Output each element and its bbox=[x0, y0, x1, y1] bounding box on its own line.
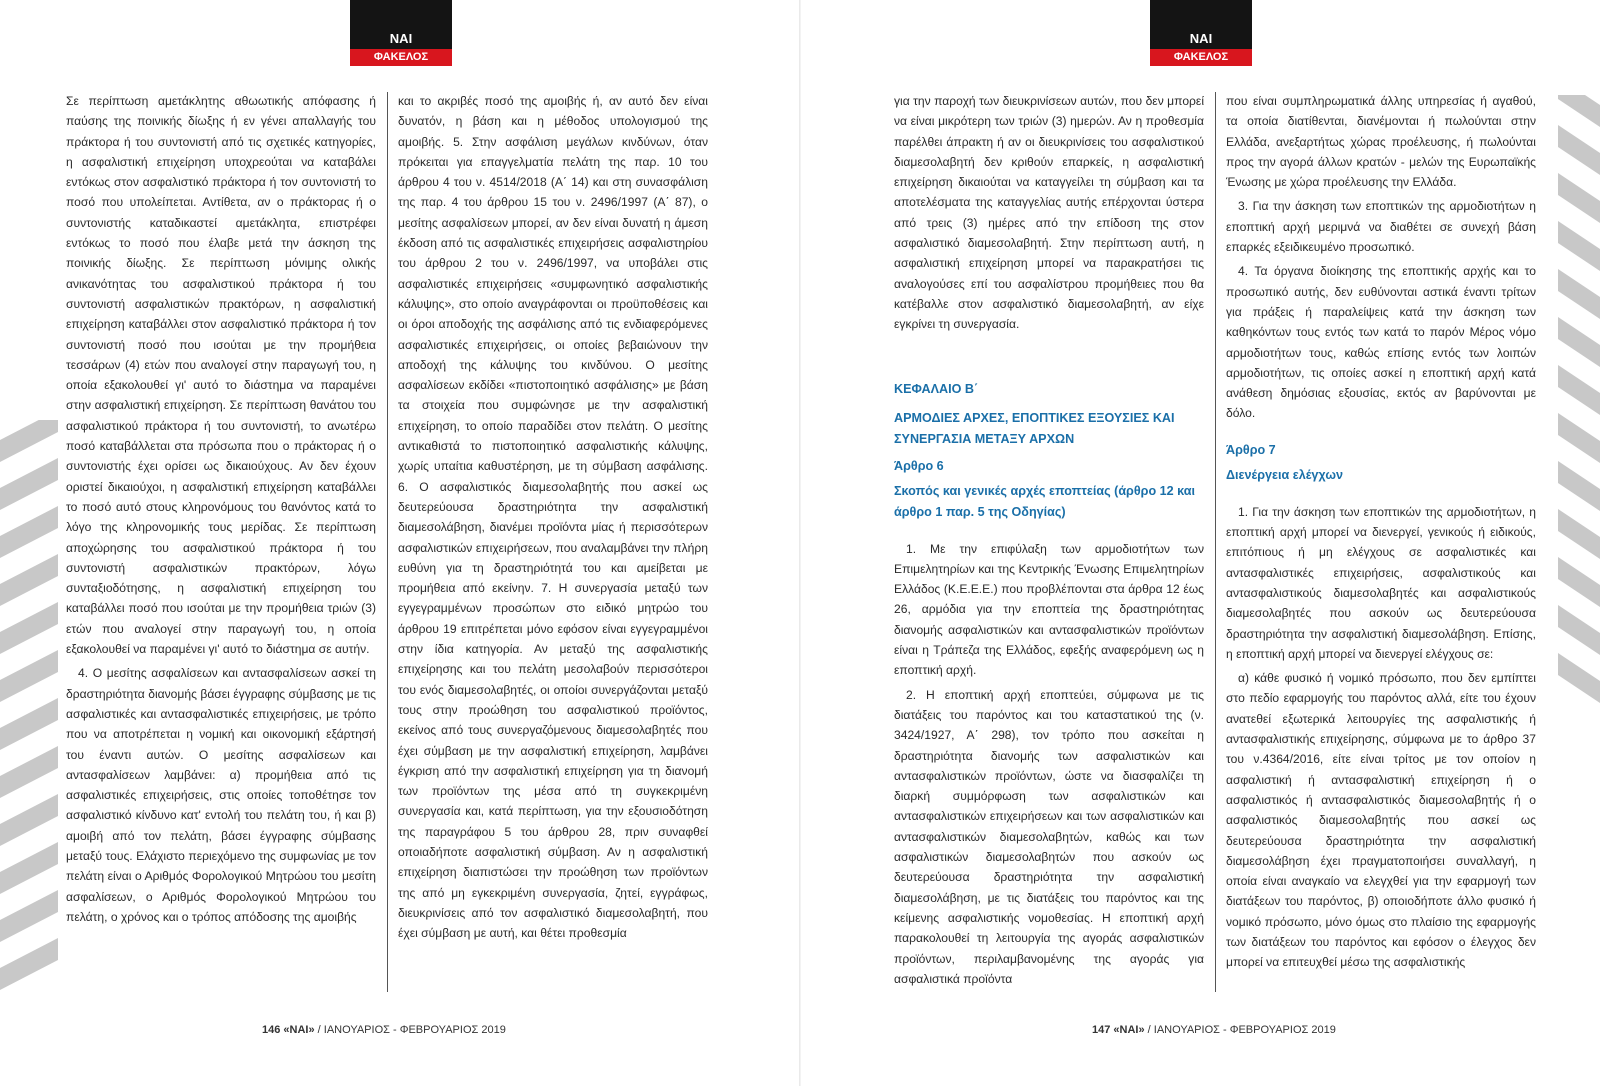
page-footer bbox=[1092, 1024, 1336, 1036]
paragraph: για την παροχή των διευκρινίσεων αυτών, που δεν μπορεί να είναι μικρότερη των τριών (3) ημερών. Αν η προθεσμία παρέλθει άπρακτη ή αν οι διευκρινίσεις του ασφαλιστικού διαμεσολαβητή δεν κριθούν επαρκείς, η ασφαλιστική επιχείρηση δικαιούται να καταγγείλει τη σύμβαση και τα αποτελέσματα της καταγγελίας αυτής επέρχονται ύστερα από τρεις (3) ημέρες από την επίδοση της στον ασφαλιστικό διαμεσολαβητή. Στην περίπτωση αυτή, η ασφαλιστική επιχείρηση μπορεί να παρακρατήσει τις αναλογούσες επί του ασφαλίστρου προμήθειες που θα κατέβαλλε στον ασφαλιστικό διαμεσολαβητή, αν είχε εγκρίνει τη συνεργασία. bbox=[894, 94, 1204, 332]
paragraph: 3. Για την άσκηση των εποπτικών της αρμοδιοτήτων η εποπτική αρχή μεριμνά να διαθέτει σε συνεχή βάση επαρκές εξειδικευμένο προσωπικό. bbox=[1226, 199, 1536, 255]
page-number: 146 bbox=[262, 1024, 281, 1036]
section-tab bbox=[1150, 0, 1252, 68]
paragraph: 2. Η εποπτική αρχή εποπτεύει, σύμφωνα με τις διατάξεις του παρόντος και του καταστατικού της (ν. 3424/1927, Α΄ 298), τον τρόπο που ασκείται η δραστηριότητα διανομής των ασφαλιστικών και αντασφαλιστικών προϊόντων, ώστε να διασφαλίζει τη διαρκή συμμόρφωση των ασφαλιστικών και αντασφαλιστικών επιχειρήσεων και των ασφαλιστικών και αντασφαλιστικών διαμεσολαβητών, καθώς και των ασφαλιστικών διαμεσολαβητών που ασκούν ως δευτερεύουσα δραστηριότητα την ασφαλιστική διαμεσολάβηση, με τις διατάξεις του παρόντος και της κείμενης ασφαλιστικής νομοθεσίας. Η εποπτική αρχή παρακολουθεί τη λειτουργία της αγοράς ασφαλιστικών προϊόντων, περιλαμβανομένης της αγοράς για ασφαλιστικά προϊόντα bbox=[894, 687, 1204, 986]
column-rule bbox=[387, 92, 388, 992]
paragraph: 4. Τα όργανα διοίκησης της εποπτικής αρχής και το προσωπικό αυτής, δεν ευθύνονται αστικά έναντι τρίτων για πράξεις ή παραλείψεις κατά την άσκηση των καθηκόντων τους εντός των κατά το παρόν Μέρος νόμο αρμοδιοτήτων τους, καθώς επίσης εντός των λοιπών αρμοδιοτήτων, τις οποίες ασκεί η εποπτική αρχή κατά ανάθεση δημόσιας εξουσίας, εκτός αν βαρύνονται με δόλο. bbox=[1226, 264, 1536, 421]
article-heading: Άρθρο 7 bbox=[1226, 442, 1276, 457]
decorative-stripes-right bbox=[1558, 95, 1600, 705]
paragraph: Σε περίπτωση αμετάκλητης αθωωτικής απόφασης ή παύσης της ποινικής δίωξης ή εν γένει απαλλαγής του πράκτορα ή του συντονιστή από τις σχετικές κατηγορίες, η ασφαλιστική επιχείρηση υποχρεούται να καταβάλει εντόκως στον ασφαλιστικό πράκτορα ή τον συντονιστή το ποσό που υπολείπεται. Αντίθετα, αν ο πράκτορας ή ο συντονιστής καταδικαστεί αμετάκλητα, επιστρέφει εντόκως το ποσό που έλαβε μετά την άσκηση της ποινικής δίωξης. Σε περίπτωση μόνιμης ολικής ανικανότητας του ασφαλιστικού πράκτορα ή του συντονιστή ασφαλιστικών πρακτόρων, η ασφαλιστική επιχείρηση καταβάλλει στον ασφαλιστικό πράκτορα ή τον συντονιστή ποσό που ισούται με την προμήθεια τεσσάρων (4) ετών που αναλογεί στην παραγωγή του, η οποία εξακολουθεί γι' αυτό το διάστημα να παραμένει στην ασφαλιστική επιχείρηση. Σε περίπτωση θανάτου του ασφαλιστικού πράκτορα ή του συντονιστή, το ανωτέρω ποσό καταβάλλεται στα πρόσωπα που ο πράκτορας ή ο συντονιστής έχει ορίσει ως δικαιούχους. Αν δεν έχουν οριστεί δικαιούχοι, η ασφαλιστική επιχείρηση καταβάλλει το ποσό αυτό στους κληρονόμους του θανόντος κατά το λόγο της κληρονομικής τους μερίδας. Σε περίπτωση αποχώρησης του ασφαλιστικού πράκτορα ή του συντονιστή ασφαλιστικών πρακτόρων, λόγω συνταξιοδότησης, η ασφαλιστική επιχείρηση του καταβάλλει ποσό που ισούται με την προμήθεια τριών (3) ετών που αναλογεί στην παραγωγή του, η οποία εξακολουθεί να παραμένει γι' αυτό το διάστημα σε αυτήν. bbox=[66, 94, 376, 657]
paragraph: 4. Ο μεσίτης ασφαλίσεων και αντασφαλίσεων ασκεί τη δραστηριότητα διανομής βάσει έγγραφης σύμβασης με τις ασφαλιστικές και αντασφαλιστικές επιχειρήσεις, με τρόπο που να αποτρέπεται η νομική και οικονομική εξάρτησή του έναντι αυτών. Ο μεσίτης ασφαλίσεων και αντασφαλίσεων λαμβάνει: α) προμήθεια από τις ασφαλιστικές επιχειρήσεις, στις οποίες τοποθέτησε τον ασφαλιστικό κίνδυνο κατ' εντολή του πελάτη του, ή και β) αμοιβή από τον πελάτη, βάσει έγγραφης σύμβασης μεταξύ τους. Ελάχιστο περιεχόμενο της συμφωνίας με τον πελάτη είναι ο Αριθμός Φορολογικού Μητρώου του μεσίτη ασφαλίσεων, ο Αριθμός Φορολογικού Μητρώου του πελάτη, ο χρόνος και ο τρόπος απόδοσης της αμοιβής bbox=[66, 666, 376, 924]
page-number: 147 bbox=[1092, 1024, 1111, 1036]
issue-label: / ΙΑΝΟΥΑΡΙΟΣ - ΦΕΒΡΟΥΑΡΙΟΣ 2019 bbox=[1144, 1024, 1336, 1036]
chapter-title: ΑΡΜΟΔΙΕΣ ΑΡΧΕΣ, ΕΠΟΠΤΙΚΕΣ ΕΞΟΥΣΙΕΣ ΚΑΙ ΣΥΝΕΡΓΑΣΙΑ ΜΕΤΑΞΥ ΑΡΧΩΝ bbox=[894, 410, 1175, 446]
text-column-1 bbox=[66, 91, 376, 927]
text-column-3 bbox=[894, 91, 1204, 989]
decorative-stripes-left bbox=[0, 420, 58, 1020]
text-column-4 bbox=[1226, 91, 1536, 973]
paragraph: και το ακριβές ποσό της αμοιβής ή, αν αυτό δεν είναι δυνατόν, η βάση και η μέθοδος υπολογισμού της αμοιβής. 5. Στην ασφάλιση μεγάλων κινδύνων, όταν πρόκειται για επαγγελματία πελάτη της παρ. 10 του άρθρου 4 του ν. 4514/2018 (Α΄ 14) και στη συνασφάλιση της παρ. 4 του άρθρου 15 του ν. 2496/1997 (Α΄ 87), ο μεσίτης ασφαλίσεων μπορεί, αν δεν είναι δυνατή η άμεση έκδοση από τις ασφαλιστικές επιχειρήσεις ασφαλιστηρίου του άρθρου 2 του ν. 2496/1997, να υποβάλει στις ασφαλιστικές επιχειρήσεις «συμφωνητικό ασφαλιστικής κάλυψης», στο οποίο αναγράφονται οι προϋποθέσεις και οι όροι αποδοχής της ασφάλισης από τις ενδιαφερόμενες ασφαλιστικές επιχειρήσεις, οι οποίες βεβαιώνουν την αποδοχή της κάλυψης του κινδύνου. Ο μεσίτης ασφαλίσεων εκδίδει «πιστοποιητικό ασφάλισης» με βάση τα στοιχεία που συμφώνησε με την ασφαλιστική επιχείρηση, το οποίο παραδίδει στον πελάτη. Ο μεσίτης αντικαθιστά το πιστοποιητικό ασφαλιστικής κάλυψης, χωρίς υπαίτια καθυστέρηση, με τη σύμβαση ασφάλισης. 6. Ο ασφαλιστικός διαμεσολαβητής που ασκεί ως δευτερεύουσα δραστηριότητα την ασφαλιστική διαμεσολάβηση, διανέμει προϊόντα μίας ή περισσότερων ασφαλιστικών επιχειρήσεων, που αναλαμβάνει την πλήρη ευθύνη για τη δραστηριότητά του και αμείβεται με προμήθεια από εκείνην. 7. Η συνεργασία μεταξύ των εγγεγραμμένων προσώπων στο ειδικό μητρώο του άρθρου 19 επιτρέπεται μόνο εφόσον είναι εγγεγραμμένοι στην ίδια κατηγορία. Αν μεταξύ της ασφαλιστικής επιχείρησης και του πελάτη μεσολαβούν περισσότεροι του ενός διαμεσολαβητές, οι οποίοι συνεργάζονται μεταξύ τους στην προώθηση του ασφαλιστικού προϊόντος, εκείνος από τους συνεργαζόμενους διαμεσολαβητές που έχει σύμβαση με την ασφαλιστική επιχείρηση, λαμβάνει έγκριση από την ασφαλιστική επιχείρηση για τη διανομή των προϊόντων της μέσα από τη συγκεκριμένη συνεργασία και, κατά περίπτωση, για την εξουσιοδότηση της παραγράφου 5 του άρθρου 28, πριν συναφθεί οποιαδήποτε ασφαλιστική σύμβαση. Αν η ασφαλιστική επιχείρηση διαπιστώσει την προώθηση των προϊόντων της από μη εγκεκριμένη συνεργασία, ζητεί, εγγράφως, διευκρινίσεις από τον ασφαλιστικό διαμεσολαβητή, που έχει σύμβαση με αυτή, και θέτει προθεσμία bbox=[398, 94, 708, 941]
section-tab bbox=[350, 0, 452, 68]
paragraph: που είναι συμπληρωματικά άλλης υπηρεσίας ή αγαθού, τα οποία διατίθενται, διανέμονται ή πωλούνται στην Ελλάδα, ανεξαρτήτως χώρας προέλευσης, ή πωλούνται προς την αγορά άλλων κρατών - μελών της Ευρωπαϊκής Ένωσης με χώρα προέλευσης την Ελλάδα. bbox=[1226, 94, 1536, 190]
magazine-name: «ΝΑΙ» bbox=[1113, 1024, 1145, 1036]
text-column-2 bbox=[398, 91, 708, 943]
issue-label: / ΙΑΝΟΥΑΡΙΟΣ - ΦΕΒΡΟΥΑΡΙΟΣ 2019 bbox=[314, 1024, 506, 1036]
article-heading: Άρθρο 6 bbox=[894, 458, 944, 473]
article-title: Διενέργεια ελέγχων bbox=[1226, 467, 1344, 482]
section-tab-subtitle: ΦΑΚΕΛΟΣ bbox=[350, 49, 452, 66]
magazine-name: «ΝΑΙ» bbox=[283, 1024, 315, 1036]
section-tab-title: ΝΑΙ bbox=[350, 0, 452, 49]
right-page bbox=[800, 0, 1600, 1086]
column-rule bbox=[1215, 92, 1216, 992]
chapter-heading: ΚΕΦΑΛΑΙΟ Β΄ bbox=[894, 381, 979, 396]
article-title: Σκοπός και γενικές αρχές εποπτείας (άρθρο 12 και άρθρο 1 παρ. 5 της Οδηγίας) bbox=[894, 483, 1195, 519]
paragraph: α) κάθε φυσικό ή νομικό πρόσωπο, που δεν εμπίπτει στο πεδίο εφαρμογής του παρόντος αλλά, είτε του έχουν ανατεθεί εξωτερικά λειτουργίες της ασφαλιστικής ή αντασφαλιστικής επιχείρησης, σύμφωνα με το άρθρο 37 του ν.4364/2016, είτε είναι τρίτος με τον οποίον η ασφαλιστική ή αντασφαλιστική επιχείρηση ή ο ασφαλιστικός ή αντασφαλιστικός διαμεσολαβητής ή ο ασφαλιστικός διαμεσολαβητής που ασκεί ως δευτερεύουσα δραστηριότητα την ασφαλιστική διαμεσολάβηση έχει πραγματοποιήσει συναλλαγή, η οποία είναι αναγκαίο να ελεγχθεί για την εφαρμογή των διατάξεων του παρόντος, β) οποιοδήποτε άλλο φυσικό ή νομικό πρόσωπο, μόνο όμως στο πλαίσιο της εφαρμογής των διατάξεων του παρόντος και εφόσον ο έλεγχος δεν μπορεί να επιτευχθεί μέσω της ασφαλιστικής bbox=[1226, 671, 1536, 970]
paragraph: 1. Με την επιφύλαξη των αρμοδιοτήτων των Επιμελητηρίων και της Κεντρικής Ένωσης Επιμελητηρίων Ελλάδος (Κ.Ε.Ε.Ε.) που προβλέπονται στα άρθρα 12 έως 26, αρμόδια για την εποπτεία της δραστηριότητας διανομής ασφαλιστικών και αντασφαλιστικών προϊόντων είναι η Τράπεζα της Ελλάδος, εφεξής αναφερόμενη ως η εποπτική αρχή. bbox=[894, 541, 1204, 678]
paragraph: 1. Για την άσκηση των εποπτικών της αρμοδιοτήτων, η εποπτική αρχή μπορεί να διενεργεί, γενικούς ή ειδικούς, επιτόπιους ή μη ελέγχους σε ασφαλιστικές και αντασφαλιστικές επιχειρήσεις, ασφαλιστικούς και αντασφαλιστικούς διαμεσολαβητές και ασφαλιστικούς διαμεσολαβητές που ασκούν ως δευτερεύουσα δραστηριότητα την ασφαλιστική διαμεσολάβηση. Επίσης, η εποπτική αρχή μπορεί να διενεργεί ελέγχους σε: bbox=[1226, 504, 1536, 661]
section-tab-title: ΝΑΙ bbox=[1150, 0, 1252, 49]
section-tab-subtitle: ΦΑΚΕΛΟΣ bbox=[1150, 49, 1252, 66]
page-footer bbox=[262, 1024, 506, 1036]
